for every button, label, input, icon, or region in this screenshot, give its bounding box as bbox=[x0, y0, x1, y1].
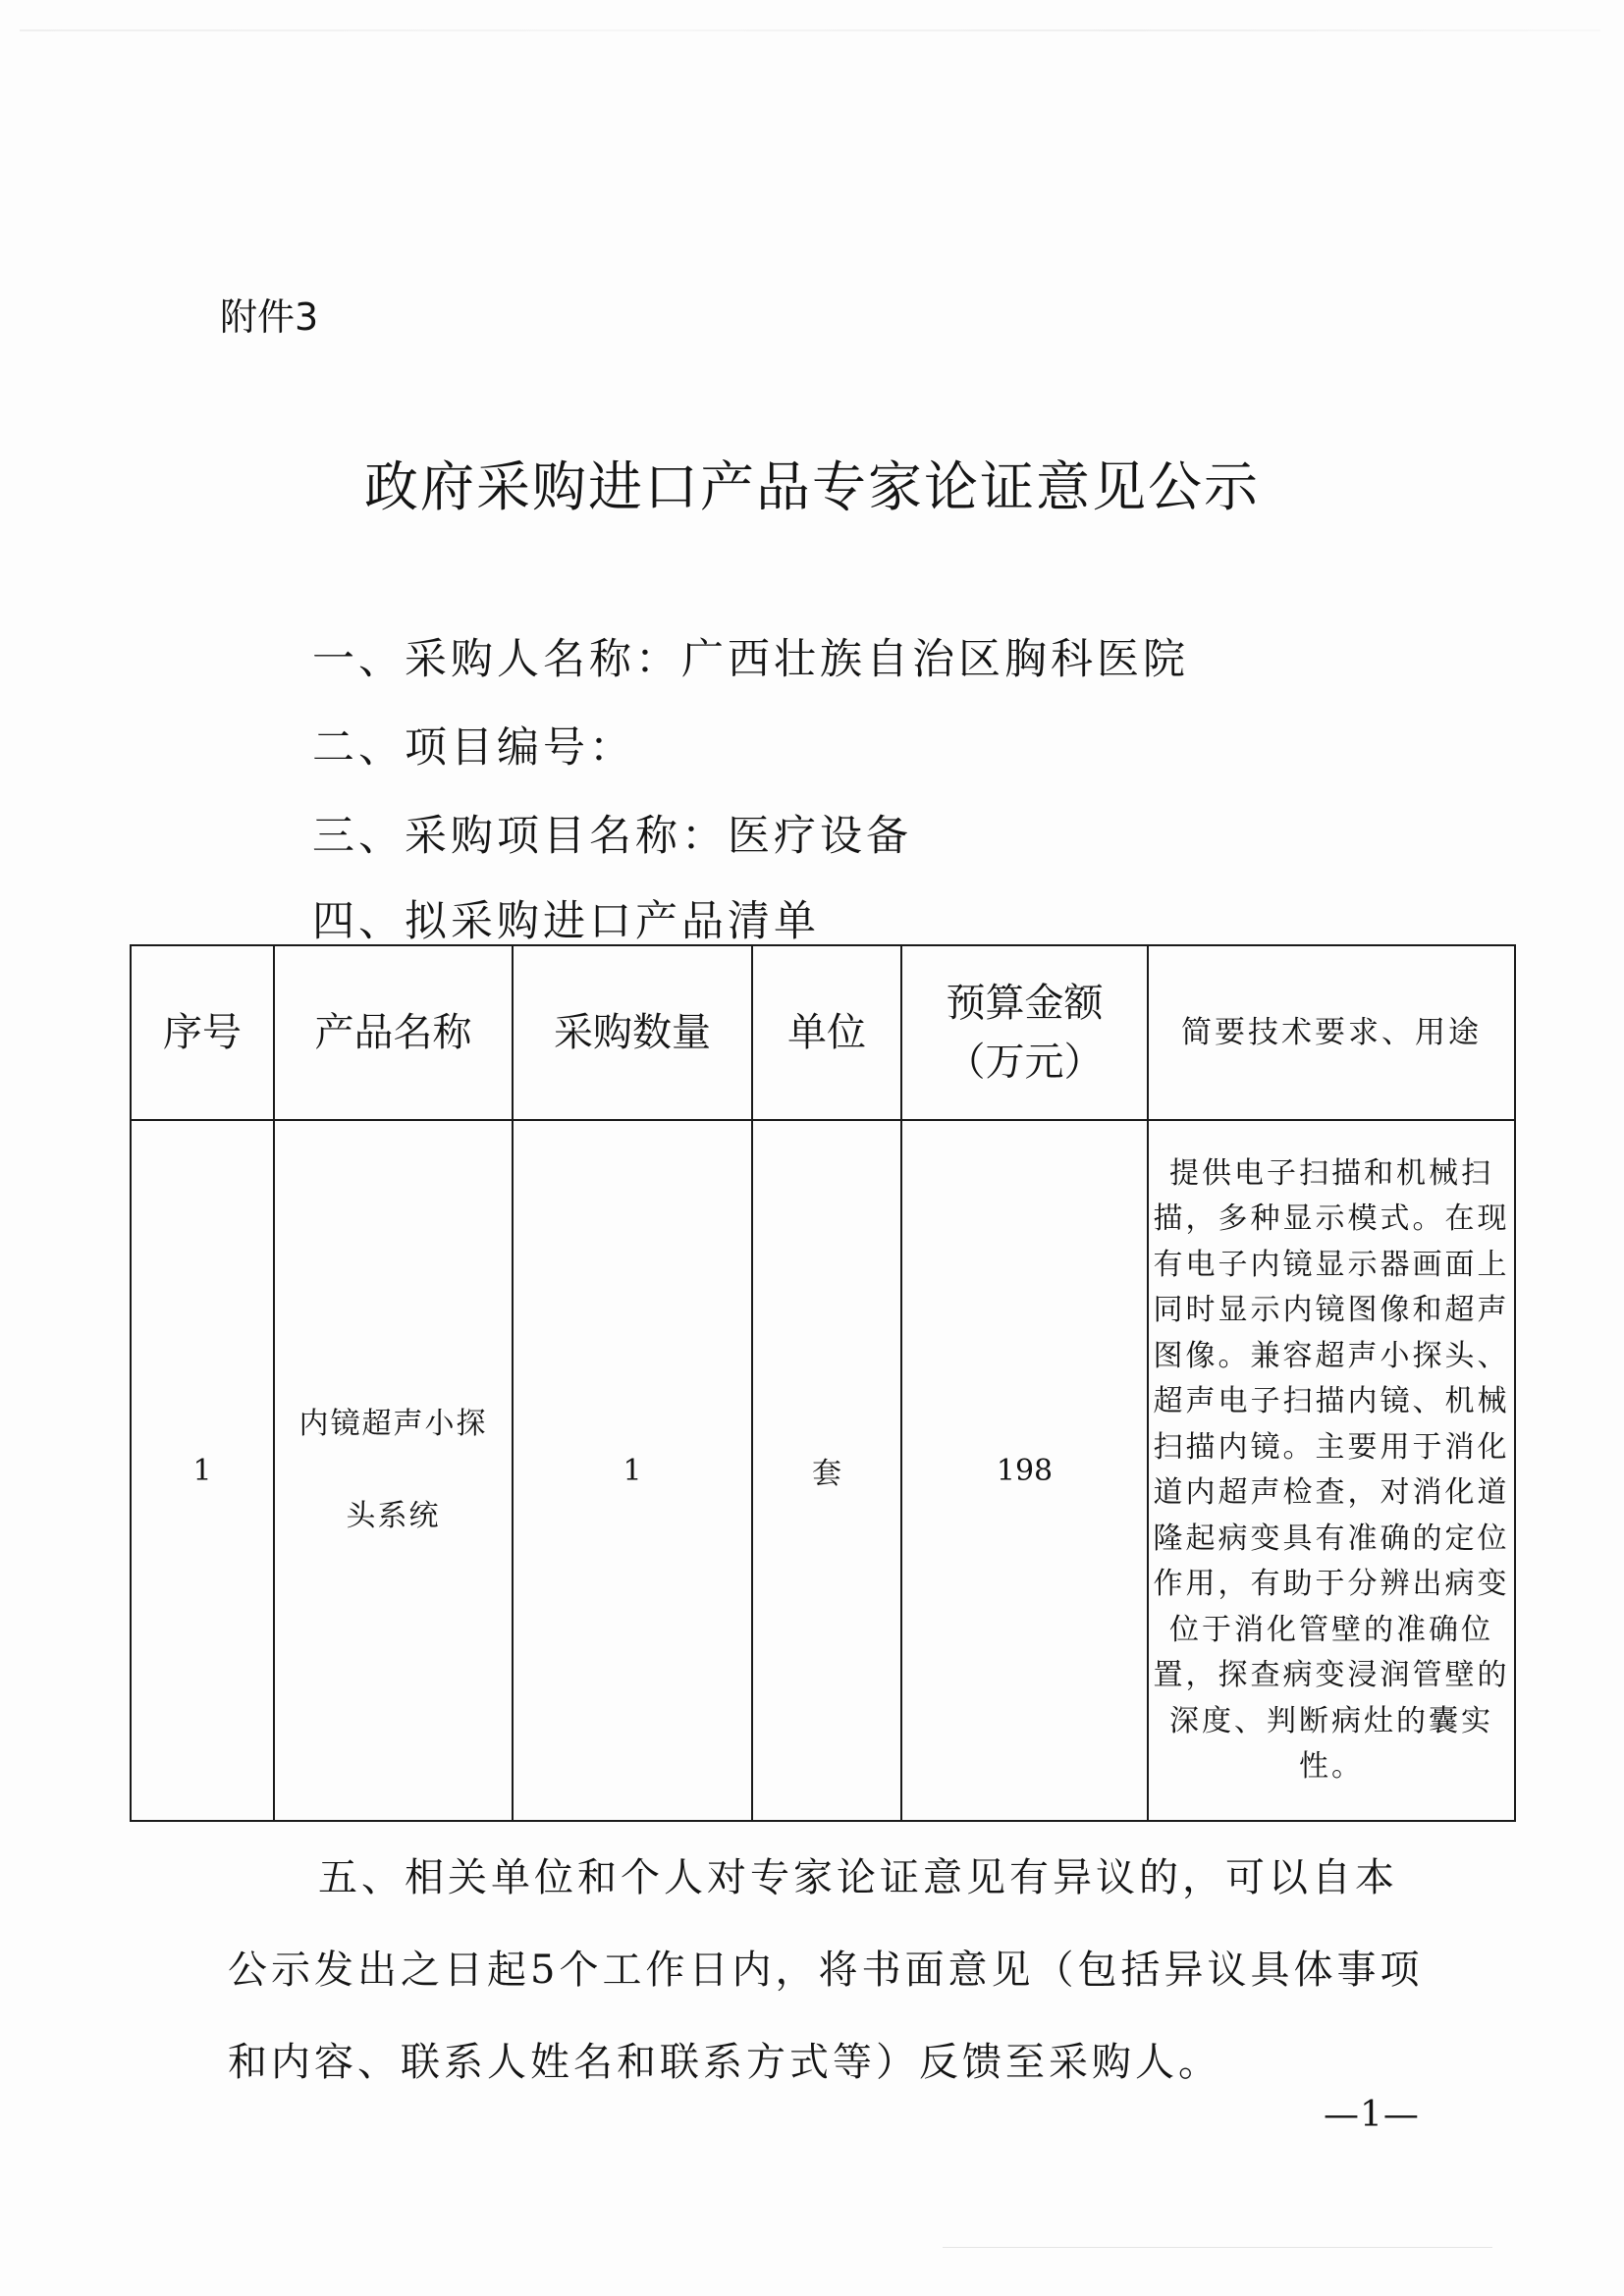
scan-edge-shadow bbox=[20, 29, 1600, 31]
header-budget bbox=[901, 945, 1148, 1120]
objection-paragraph: 五、相关单位和个人对专家论证意见有异议的，可以自本公示发出之日起5个工作日内，将书面意见（包括异议具体事项和内容、联系人姓名和联系方式等）反馈至采购人。 bbox=[228, 1855, 1424, 2085]
attachment-label: 附件3 bbox=[220, 295, 319, 339]
cell-seq: 1 bbox=[131, 1120, 274, 1821]
cell-budget: 198 bbox=[901, 1120, 1148, 1821]
table-row bbox=[131, 1120, 1515, 1821]
cell-product-name bbox=[274, 1120, 513, 1821]
header-budget-line1: 预算金额 bbox=[946, 981, 1104, 1026]
project-name-line: 三、采购项目名称：医疗设备 bbox=[312, 812, 912, 861]
purchaser-name-line: 一、采购人名称：广西壮族自治区胸科医院 bbox=[312, 635, 1189, 684]
product-list-heading: 四、拟采购进口产品清单 bbox=[312, 897, 820, 946]
cell-unit: 套 bbox=[752, 1120, 901, 1821]
table-header-row bbox=[131, 945, 1515, 1120]
header-quantity: 采购数量 bbox=[513, 945, 752, 1120]
header-seq: 序号 bbox=[131, 945, 274, 1120]
header-product-name: 产品名称 bbox=[274, 945, 513, 1120]
scan-artifact-line bbox=[943, 2247, 1492, 2248]
document-title: 政府采购进口产品专家论证意见公示 bbox=[363, 455, 1260, 518]
cell-product-name-line1: 内镜超声小探 bbox=[298, 1407, 488, 1441]
cell-quantity: 1 bbox=[513, 1120, 752, 1821]
header-unit: 单位 bbox=[752, 945, 901, 1120]
imported-product-table bbox=[130, 944, 1516, 1822]
cell-description: 提供电子扫描和机械扫描，多种显示模式。在现有电子内镜显示器画面上同时显示内镜图像和超声图像。兼容超声小探头、超声电子扫描内镜、机械扫描内镜。主要用于消化道内超声检查，对消化道隆起病变具有准确的定位作用，有助于分辨出病变位于消化管壁的准确位置，探查病变浸润管壁的深度、判断病灶的囊实性。 bbox=[1148, 1120, 1515, 1821]
header-description: 简要技术要求、用途 bbox=[1148, 945, 1515, 1120]
header-budget-line2: （万元） bbox=[946, 1040, 1104, 1085]
project-number-line: 二、项目编号： bbox=[312, 723, 635, 773]
page-number: —1— bbox=[1324, 2095, 1420, 2135]
cell-product-name-line2: 头系统 bbox=[346, 1499, 441, 1533]
